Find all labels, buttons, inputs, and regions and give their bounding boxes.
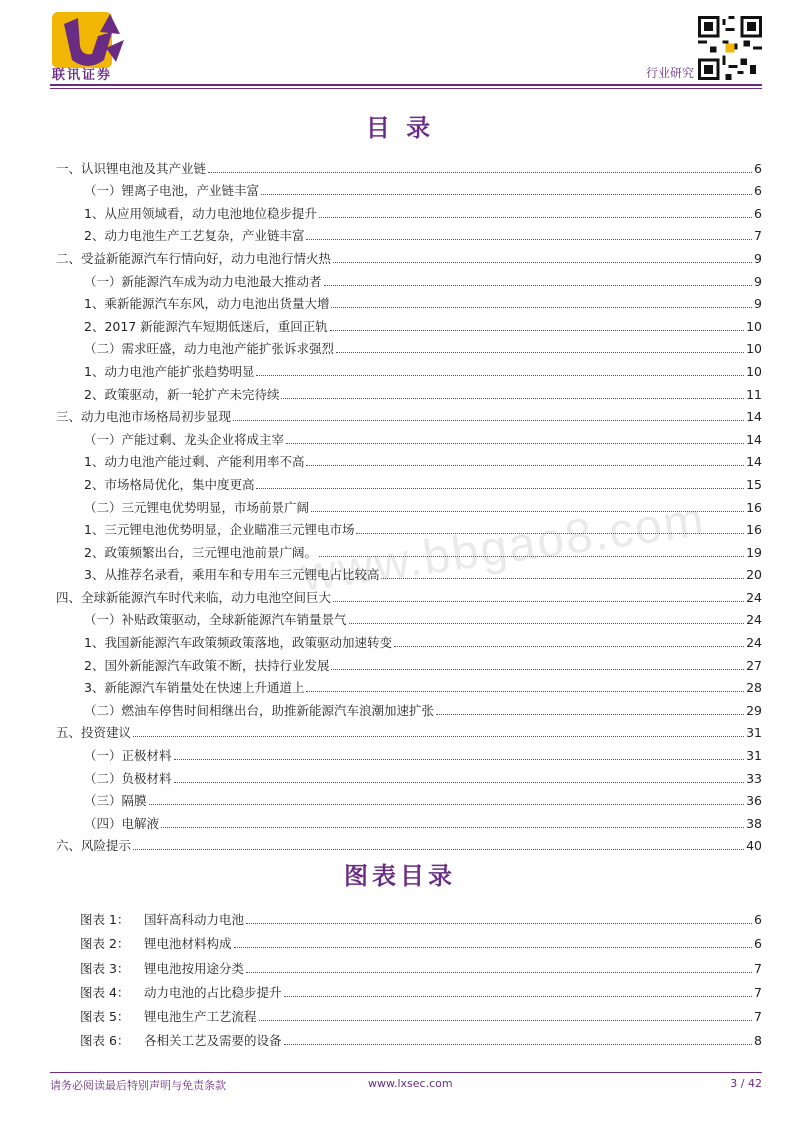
toc-entry-page: 6 xyxy=(754,183,762,199)
dot-leader xyxy=(284,995,753,997)
toc-entry-label[interactable]: 六、风险提示 xyxy=(56,838,132,854)
dot-leader xyxy=(306,464,744,466)
dot-leader xyxy=(246,971,752,973)
dot-leader xyxy=(436,713,744,715)
dot-leader xyxy=(208,171,752,173)
toc-entry[interactable] xyxy=(56,380,762,403)
watermark: www.bbgao8.com xyxy=(298,492,709,603)
dot-leader xyxy=(381,577,744,579)
figure-entry-label[interactable]: 动力电池的占比稳步提升 xyxy=(144,984,282,1000)
table-of-contents xyxy=(56,154,762,854)
figure-entry-label[interactable]: 各相关工艺及需要的设备 xyxy=(144,1033,282,1049)
dot-leader xyxy=(259,1019,753,1021)
dot-leader xyxy=(286,442,744,444)
figure-entry-page: 6 xyxy=(754,912,762,928)
toc-entry-label[interactable]: 一、认识锂电池及其产业链 xyxy=(56,160,207,176)
dot-leader xyxy=(311,510,744,512)
figure-entry[interactable] xyxy=(80,977,762,1001)
logo-text: 联讯证券 xyxy=(52,68,113,83)
toc-entry-label[interactable]: 2、国外新能源汽车政策不断，扶持行业发展 xyxy=(84,657,330,673)
toc-entry-page: 24 xyxy=(746,612,762,628)
dot-leader xyxy=(331,668,744,670)
dot-leader xyxy=(256,374,744,376)
toc-entry[interactable] xyxy=(56,312,762,335)
toc-entry-page: 33 xyxy=(746,770,762,786)
figure-entry-label[interactable]: 国轩高科动力电池 xyxy=(144,912,245,928)
toc-entry[interactable] xyxy=(56,177,762,200)
figure-entry[interactable] xyxy=(80,952,762,976)
toc-entry-page: 6 xyxy=(754,205,762,221)
dot-leader xyxy=(330,329,744,331)
toc-entry-page: 38 xyxy=(746,815,762,831)
page-header xyxy=(0,0,800,90)
toc-entry-label[interactable]: 2、政策频繁出台，三元锂电池前景广阔。 xyxy=(84,544,317,560)
page-footer xyxy=(50,1077,762,1095)
figure-entry-label[interactable]: 锂电池生产工艺流程 xyxy=(144,1008,257,1024)
toc-entry[interactable] xyxy=(56,674,762,697)
toc-entry[interactable] xyxy=(56,154,762,177)
dot-leader xyxy=(319,216,752,218)
toc-entry-page: 10 xyxy=(746,363,762,379)
toc-entry-page: 9 xyxy=(754,250,762,266)
toc-entry[interactable] xyxy=(56,651,762,674)
figure-entry-label[interactable]: 锂电池按用途分类 xyxy=(144,960,245,976)
toc-entry-page: 10 xyxy=(746,318,762,334)
toc-entry[interactable] xyxy=(56,335,762,358)
toc-entry-page: 19 xyxy=(746,544,762,560)
toc-entry[interactable] xyxy=(56,516,762,539)
toc-entry-label[interactable]: 1、动力电池产能过剩、产能利用率不高 xyxy=(84,454,305,470)
toc-entry-page: 24 xyxy=(746,635,762,651)
toc-entry-page: 24 xyxy=(746,589,762,605)
toc-entry-page: 11 xyxy=(746,386,762,402)
toc-entry-label[interactable]: 2、政策驱动，新一轮扩产未完待续 xyxy=(84,386,280,402)
dot-leader xyxy=(336,351,744,353)
dot-leader xyxy=(261,193,752,195)
figure-entry[interactable] xyxy=(80,1001,762,1025)
figure-entry-page: 7 xyxy=(754,1008,762,1024)
toc-entry-label[interactable]: 2、市场格局优化，集中度更高 xyxy=(84,476,255,492)
dot-leader xyxy=(133,735,744,737)
dot-leader xyxy=(246,922,752,924)
toc-entry[interactable] xyxy=(56,606,762,629)
toc-entry-label[interactable]: （一）产能过剩、龙头企业将成主宰 xyxy=(84,431,285,447)
toc-entry-label[interactable]: 1、我国新能源汽车政策频政策落地，政策驱动加速转变 xyxy=(84,635,392,651)
header-rule xyxy=(50,84,762,86)
dot-leader xyxy=(234,946,753,948)
toc-entry-label[interactable]: 2、2017 新能源汽车短期低迷后，重回正轨 xyxy=(84,318,328,334)
footer-rule xyxy=(50,1072,762,1073)
toc-entry[interactable] xyxy=(56,787,762,810)
figure-number: 图表 1： xyxy=(80,912,130,928)
figure-number: 图表 4： xyxy=(80,984,130,1000)
dot-leader xyxy=(394,645,744,647)
toc-entry-label[interactable]: 五、投资建议 xyxy=(56,725,132,741)
toc-entry[interactable] xyxy=(56,583,762,606)
toc-entry-label[interactable]: 3、从推荐名录看，乘用车和专用车三元锂电占比较高 xyxy=(84,567,380,583)
toc-entry-label[interactable]: （一）锂离子电池，产业链丰富 xyxy=(84,183,260,199)
toc-entry[interactable] xyxy=(56,832,762,855)
toc-entry[interactable] xyxy=(56,470,762,493)
toc-entry-page: 6 xyxy=(754,160,762,176)
dot-leader xyxy=(233,419,744,421)
toc-entry-label[interactable]: （二）负极材料 xyxy=(84,770,172,786)
toc-entry-label[interactable]: （二）三元锂电优势明显，市场前景广阔 xyxy=(84,499,310,515)
toc-entry[interactable] xyxy=(56,719,762,742)
figure-list xyxy=(80,904,762,1049)
figure-number: 图表 2： xyxy=(80,936,130,952)
toc-entry[interactable] xyxy=(56,696,762,719)
toc-entry-label[interactable]: （二）燃油车停售时间相继出台，助推新能源汽车浪潮加速扩张 xyxy=(84,702,435,718)
toc-entry[interactable] xyxy=(56,244,762,267)
toc-entry-page: 10 xyxy=(746,341,762,357)
toc-entry-label[interactable]: （二）需求旺盛，动力电池产能扩张诉求强烈 xyxy=(84,341,335,357)
toc-entry-page: 31 xyxy=(746,748,762,764)
dot-leader xyxy=(174,758,745,760)
figure-number: 图表 5： xyxy=(80,1008,130,1024)
toc-entry[interactable] xyxy=(56,357,762,380)
toc-entry-page: 16 xyxy=(746,522,762,538)
figure-entry-page: 8 xyxy=(754,1033,762,1049)
toc-entry-page: 14 xyxy=(746,431,762,447)
toc-entry-label[interactable]: 1、乘新能源汽车东风，动力电池出货量大增 xyxy=(84,296,330,312)
toc-entry-label[interactable]: 四、全球新能源汽车时代来临，动力电池空间巨大 xyxy=(56,589,332,605)
toc-entry-page: 29 xyxy=(746,702,762,718)
figure-entry[interactable] xyxy=(80,904,762,928)
dot-leader xyxy=(306,238,752,240)
toc-entry[interactable] xyxy=(56,628,762,651)
dot-leader xyxy=(333,600,744,602)
toc-entry-page: 16 xyxy=(746,499,762,515)
toc-entry[interactable] xyxy=(56,199,762,222)
figure-number: 图表 3： xyxy=(80,960,130,976)
toc-entry-page: 9 xyxy=(754,273,762,289)
toc-entry-page: 27 xyxy=(746,657,762,673)
toc-entry-label[interactable]: （一）正极材料 xyxy=(84,748,172,764)
dot-leader xyxy=(284,1043,753,1045)
toc-entry[interactable] xyxy=(56,741,762,764)
figure-list-title: 图表目录 xyxy=(344,862,456,890)
dot-leader xyxy=(349,622,745,624)
dot-leader xyxy=(133,848,744,850)
figure-entry-page: 7 xyxy=(754,960,762,976)
dot-leader xyxy=(161,826,744,828)
toc-entry-label[interactable]: 1、动力电池产能扩张趋势明显 xyxy=(84,363,255,379)
figure-entry-label[interactable]: 锂电池材料构成 xyxy=(144,936,232,952)
figure-entry[interactable] xyxy=(80,928,762,952)
report-type-label: 行业研究 xyxy=(645,66,694,80)
toc-entry[interactable] xyxy=(56,425,762,448)
dot-leader xyxy=(324,284,753,286)
toc-entry[interactable] xyxy=(56,448,762,471)
toc-entry[interactable] xyxy=(56,809,762,832)
toc-entry-label[interactable]: 1、从应用领域看，动力电池地位稳步提升 xyxy=(84,205,317,221)
dot-leader xyxy=(333,261,752,263)
qr-code-icon xyxy=(698,16,762,80)
dot-leader xyxy=(256,487,744,489)
toc-entry-label[interactable]: （三）隔膜 xyxy=(84,793,147,809)
toc-entry-page: 9 xyxy=(754,296,762,312)
toc-entry-page: 14 xyxy=(746,409,762,425)
dot-leader xyxy=(174,781,745,783)
toc-entry-label[interactable]: （一）新能源汽车成为动力电池最大推动者 xyxy=(84,273,322,289)
toc-entry-page: 28 xyxy=(746,680,762,696)
page-number: 3 / 42 xyxy=(730,1077,762,1090)
toc-entry-label[interactable]: 二、受益新能源汽车行情向好，动力电池行情火热 xyxy=(56,250,332,266)
toc-title: 目 录 xyxy=(365,114,435,142)
disclaimer-text: 请务必阅读最后特别声明与免责条款 xyxy=(50,1079,226,1092)
toc-entry[interactable] xyxy=(56,561,762,584)
toc-entry[interactable] xyxy=(56,222,762,245)
dot-leader xyxy=(306,690,744,692)
toc-entry[interactable] xyxy=(56,493,762,516)
figure-entry-page: 6 xyxy=(754,936,762,952)
toc-entry-label[interactable]: 1、三元锂电池优势明显，企业瞄准三元锂电市场 xyxy=(84,522,355,538)
toc-entry[interactable] xyxy=(56,290,762,313)
toc-entry-page: 20 xyxy=(746,567,762,583)
website-link[interactable]: www.lxsec.com xyxy=(368,1077,453,1090)
figure-number: 图表 6： xyxy=(80,1033,130,1049)
dot-leader xyxy=(356,532,744,534)
toc-entry-label[interactable]: （四）电解液 xyxy=(84,815,160,831)
toc-entry-label[interactable]: 3、新能源汽车销量处在快速上升通道上 xyxy=(84,680,305,696)
toc-entry-page: 36 xyxy=(746,793,762,809)
toc-entry-label[interactable]: 2、动力电池生产工艺复杂，产业链丰富 xyxy=(84,228,305,244)
toc-entry-page: 14 xyxy=(746,454,762,470)
toc-entry-page: 40 xyxy=(746,838,762,854)
toc-entry-page: 7 xyxy=(754,228,762,244)
figure-entry[interactable] xyxy=(80,1025,762,1049)
header-rule-thin xyxy=(50,88,762,89)
dot-leader xyxy=(149,803,745,805)
toc-entry[interactable] xyxy=(56,267,762,290)
toc-entry-label[interactable]: （一）补贴政策驱动，全球新能源汽车销量景气 xyxy=(84,612,347,628)
toc-entry-label[interactable]: 三、动力电池市场格局初步显现 xyxy=(56,409,232,425)
toc-entry[interactable] xyxy=(56,403,762,426)
toc-entry-page: 15 xyxy=(746,476,762,492)
toc-entry[interactable] xyxy=(56,764,762,787)
dot-leader xyxy=(331,306,752,308)
toc-entry-page: 31 xyxy=(746,725,762,741)
dot-leader xyxy=(319,555,744,557)
dot-leader xyxy=(281,397,744,399)
toc-entry[interactable] xyxy=(56,538,762,561)
figure-entry-page: 7 xyxy=(754,984,762,1000)
